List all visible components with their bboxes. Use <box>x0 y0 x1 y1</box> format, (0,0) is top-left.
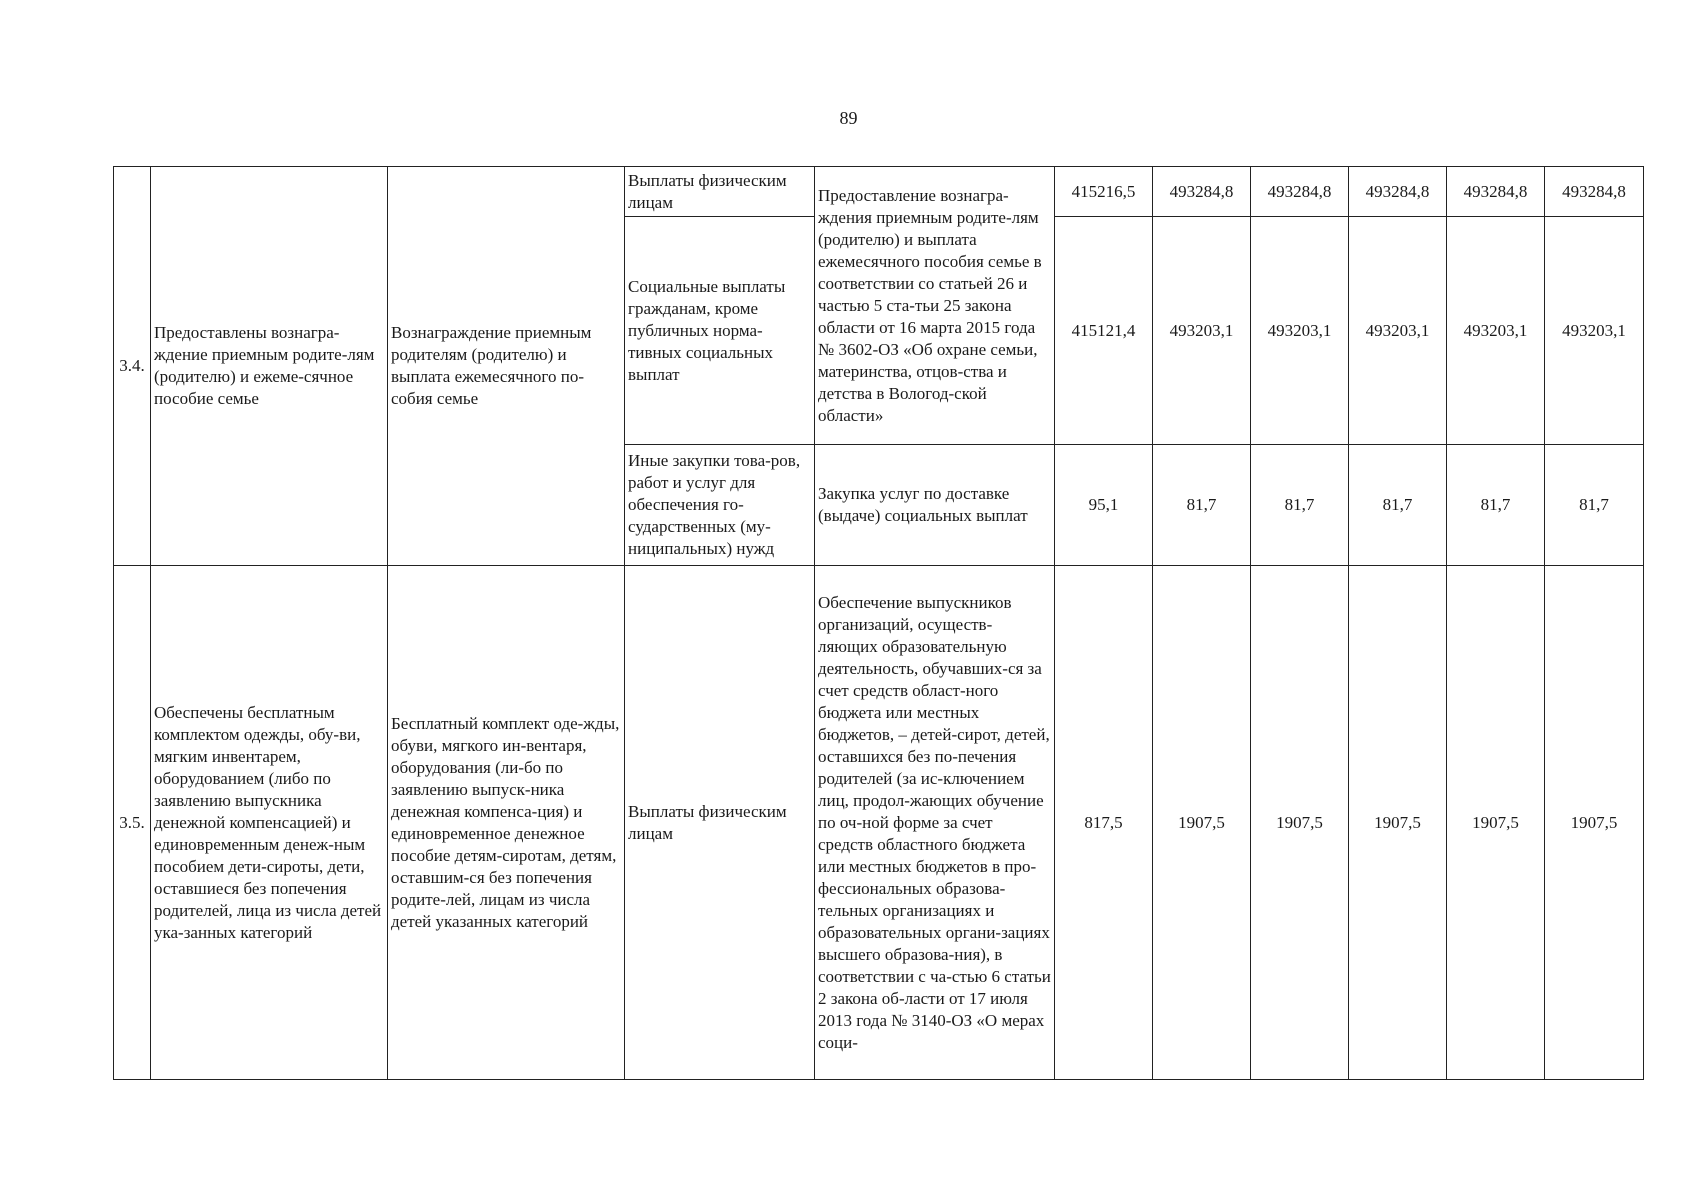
value-cell: 493203,1 <box>1447 217 1545 445</box>
value-cell: 1907,5 <box>1153 566 1251 1080</box>
value-cell: 817,5 <box>1055 566 1153 1080</box>
event-cell: Вознаграждение приемным родителям (родителю) и выплата ежемесячного по-собия семье <box>388 167 625 566</box>
result-cell: Обеспечены бесплатным комплектом одежды, обу-ви, мягким инвентарем, оборудованием (либо по заявлению выпускника денежной компенсацией) и единовременным денеж-ным пособием дети-сироты, дети, оставшиеся без попечения родителей, лица из числа детей ука-занных категорий <box>151 566 388 1080</box>
value-cell: 493284,8 <box>1153 167 1251 217</box>
value-cell: 493284,8 <box>1349 167 1447 217</box>
expense-type-cell: Выплаты физическим лицам <box>625 167 815 217</box>
value-cell: 493203,1 <box>1545 217 1644 445</box>
value-cell: 1907,5 <box>1251 566 1349 1080</box>
value-cell: 493284,8 <box>1251 167 1349 217</box>
table-row <box>114 167 1644 217</box>
value-cell: 95,1 <box>1055 445 1153 566</box>
value-cell: 81,7 <box>1349 445 1447 566</box>
value-cell: 81,7 <box>1251 445 1349 566</box>
expense-type-cell: Выплаты физическим лицам <box>625 566 815 1080</box>
value-cell: 493203,1 <box>1153 217 1251 445</box>
value-cell: 493203,1 <box>1349 217 1447 445</box>
value-cell: 415216,5 <box>1055 167 1153 217</box>
description-cell: Обеспечение выпускников организаций, осуществ-ляющих образовательную деятельность, обучавших-ся за счет средств област-ного бюджета или местных бюджетов, – детей-сирот, детей, оставшихся без по-печения родителей (за ис-ключением лиц, продол-жающих обучение по оч-ной форме за счет средств областного бюджета или местных бюджетов в про-фессиональных образова-тельных организациях и образовательных органи-зациях высшего образова-ния), в соответствии с ча-стью 6 статьи 2 закона об-ласти от 17 июля 2013 года № 3140-ОЗ «О мерах соци- <box>815 566 1055 1080</box>
table-row <box>114 566 1644 1080</box>
value-cell: 81,7 <box>1447 445 1545 566</box>
row-number: 3.5. <box>114 566 151 1080</box>
result-cell: Предоставлены вознагра-ждение приемным родите-лям (родителю) и ежеме-сячное пособие семье <box>151 167 388 566</box>
expense-table <box>113 166 1644 1080</box>
expense-type-cell: Иные закупки това-ров, работ и услуг для обеспечения го-сударственных (му-ниципальных) нужд <box>625 445 815 566</box>
event-cell: Бесплатный комплект оде-жды, обуви, мягкого ин-вентаря, оборудования (ли-бо по заявлению выпуск-ника денежная компенса-ция) и единовременное денежное пособие детям-сиротам, детям, оставшим-ся без попечения родите-лей, лицам из числа детей указанных категорий <box>388 566 625 1080</box>
description-cell: Закупка услуг по доставке (выдаче) социальных выплат <box>815 445 1055 566</box>
row-number: 3.4. <box>114 167 151 566</box>
value-cell: 1907,5 <box>1349 566 1447 1080</box>
page-number: 89 <box>839 108 858 128</box>
value-cell: 493203,1 <box>1251 217 1349 445</box>
description-cell: Предоставление вознагра-ждения приемным родите-лям (родителю) и выплата ежемесячного пособия семье в соответствии со статьей 26 и частью 5 ста-тьи 25 закона области от 16 марта 2015 года № 3602-ОЗ «Об охране семьи, материнства, отцов-ства и детства в Вологод-ской области» <box>815 167 1055 445</box>
value-cell: 81,7 <box>1153 445 1251 566</box>
value-cell: 493284,8 <box>1545 167 1644 217</box>
expense-type-cell: Социальные выплаты гражданам, кроме публичных норма-тивных социальных выплат <box>625 217 815 445</box>
value-cell: 1907,5 <box>1447 566 1545 1080</box>
value-cell: 1907,5 <box>1545 566 1644 1080</box>
value-cell: 415121,4 <box>1055 217 1153 445</box>
value-cell: 81,7 <box>1545 445 1644 566</box>
value-cell: 493284,8 <box>1447 167 1545 217</box>
